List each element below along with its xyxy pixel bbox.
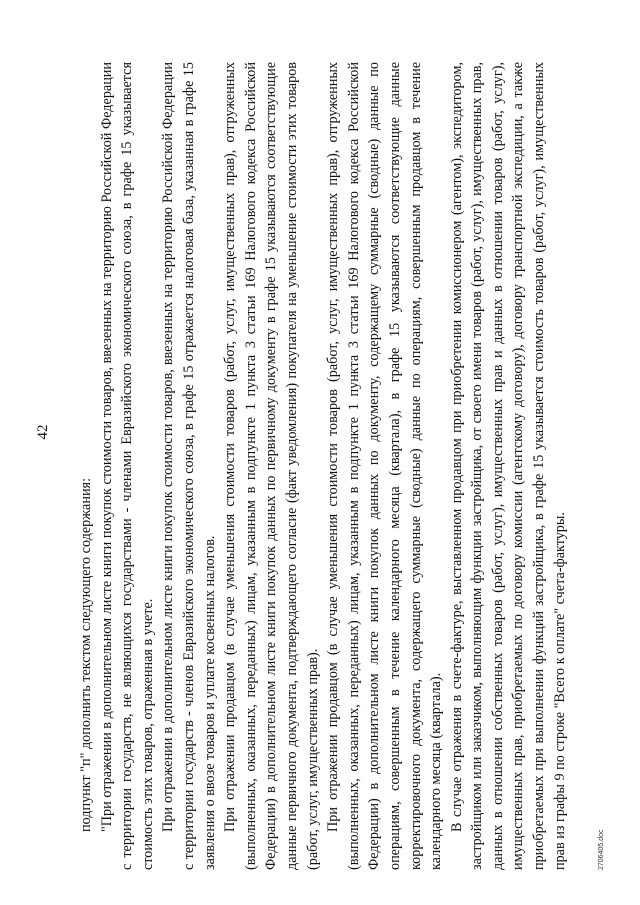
paragraph-intro: подпункт "п" дополнить текстом следующего содержания:: [78, 477, 94, 832]
document-file-code: 2706405.doc: [598, 829, 605, 870]
paragraph-4: При отражении продавцом (в случае уменьшения стоимости товаров (работ, услуг, имущественных прав), отгруженных (выполненных, оказанных, переданных) лицам, указанным в подпункте 1 пункта 3 статьи 169 Налогового кодекса Российской Федерации) в дополнительном листе книги покупок данных по документу, содержащему суммарные (сводные) данные по операциям, совершенным в течение календарного месяца (квартала), в графе 15 указываются соответствующие данные корректировочного документа, содержащего суммарные (сводные) данные по операциям, совершенным продавцом в течение календарного месяца (квартала).: [325, 62, 445, 870]
document-body: [76, 62, 570, 870]
paragraph-1: "При отражении в дополнительном листе книги покупок стоимости товаров, ввезенных на территорию Российской Федерации с территории государств, не являющихся государствами - членами Евразийского экономического союза, в графе 15 указывается стоимость этих товаров, отраженная в учете.: [98, 62, 156, 870]
paragraph-2: При отражении в дополнительном листе книги покупок стоимости товаров, ввезенных на территорию Российской Федерации с территории государств - членов Евразийского экономического союза, в графе 15 отражается налоговая база, указанная в графе 15 заявления о ввозе товаров и уплате косвенных налогов.: [160, 62, 218, 870]
page-number: 42: [35, 424, 51, 440]
paragraph-5: В случае отражения в счете-фактуре, выставленном продавцом при приобретении комиссионером (агентом), экспедитором, застройщиком или заказчиком, выполняющим функции застройщика, от своего имени товаров (работ, услуг), имущественных прав, данных в отношении собственных товаров (работ, услуг), имущественных прав и данных в отношении товаров (работ, услуг), имущественных прав, приобретаемых по договору комиссии (агентскому договору), договору транспортной экспедиции, а также приобретаемых при выполнении функций застройщика, в графе 15 указывается стоимость товаров (работ, услуг), имущественных прав из графы 9 по строке "Всего к оплате" счета-фактуры.: [448, 62, 568, 870]
paragraph-3: При отражении продавцом (в случае уменьшения стоимости товаров (работ, услуг, имущественных прав), отгруженных (выполненных, оказанных, переданных) лицам, указанным в подпункте 1 пункта 3 статьи 169 Налогового кодекса Российской Федерации) в дополнительном листе книги покупок данных по первичному документу в графе 15 указываются соответствующие данные первичного документа, подтверждающего согласие (факт уведомления) покупателя на уменьшение стоимости этих товаров (работ, услуг, имущественных прав).: [222, 62, 321, 870]
